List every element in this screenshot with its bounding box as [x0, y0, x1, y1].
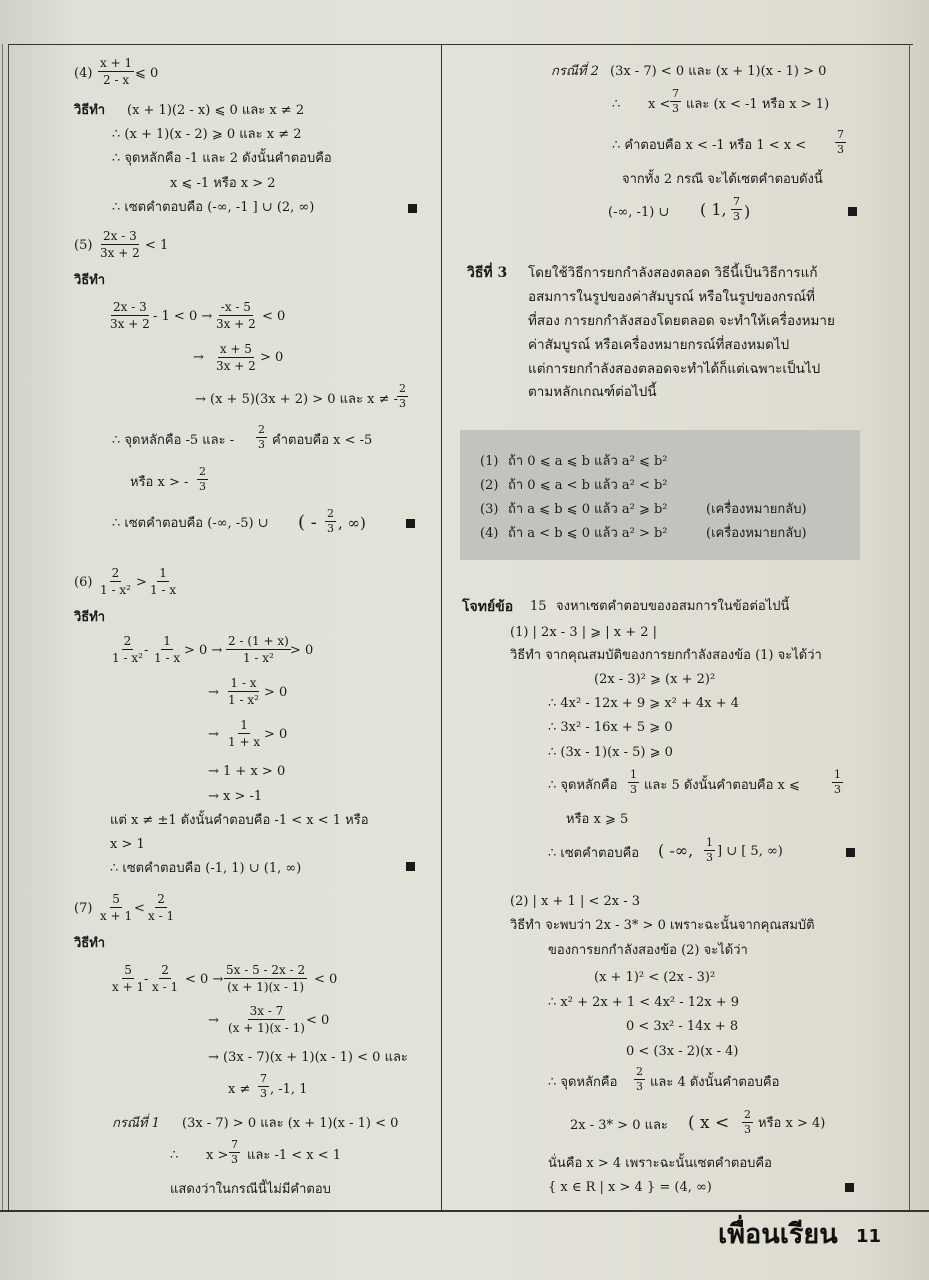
q1-solution-intro: วิธีทำ จากคุณสมบัติของการยกกำลังสองข้อ (1) จะได้ว่า: [510, 648, 822, 663]
p7-frac-a: $\frac{5}{x + 1}$: [112, 963, 145, 994]
p7-frac-b: $\frac{2}{x - 1}$: [152, 963, 179, 994]
p7-frac-e: $\frac{7}{3}$: [260, 1072, 267, 1100]
case-2-text: (3x - 7) < 0 และ (x + 1)(x - 1) > 0: [610, 64, 827, 79]
problem-6-rhs: $\frac{1}{1 - x}$: [150, 566, 177, 597]
case-2-frac-b: $\frac{7}{3}$: [837, 128, 844, 156]
bottom-border: [0, 1210, 929, 1212]
p5-answer: ∴ เซตคำตอบคือ (-∞, -5) ∪: [112, 516, 269, 531]
p7-minus: -: [144, 972, 149, 987]
p5-answer-paren: ( -: [298, 512, 317, 533]
rule-4-note: (เครื่องหมายกลับ): [706, 526, 807, 541]
therefore: ∴: [170, 1148, 179, 1163]
method-3-line-2: อสมการในรูปของค่าสัมบูรณ์ หรือในรูปของกรณ์ที่: [528, 289, 815, 305]
p7-step-5: x >: [206, 1148, 229, 1163]
q2-step-6b: หรือ x > 4): [758, 1116, 826, 1131]
arrow: →: [208, 727, 219, 742]
p4-step-1: (x + 1)(2 - x) ⩽ 0 และ x ≠ 2: [127, 103, 305, 118]
rule-1-text: ถ้า 0 ⩽ a ⩽ b แล้ว a² ⩽ b²: [508, 454, 668, 469]
case-1-text: (3x - 7) > 0 และ (x + 1)(x - 1) < 0: [182, 1116, 399, 1131]
p7-step-4b: , -1, 1: [270, 1082, 308, 1097]
case-2-step-1: x <: [648, 97, 671, 112]
problem-6-rel: >: [136, 575, 147, 590]
p6-frac-e: $\frac{1}{1 + x}$: [228, 718, 261, 749]
q2-step-5b: และ 4 ดังนั้นคำตอบคือ: [650, 1075, 780, 1090]
p6-frac-c: $\frac{2 - (1 + x)}{\text{1 - x²}}$: [228, 634, 289, 665]
top-border: [8, 44, 913, 45]
solution-label: วิธีทำ: [74, 936, 106, 951]
p6-step-3-rel: > 0: [264, 727, 288, 742]
case-2-step-1b: และ (x < -1 หรือ x > 1): [686, 97, 830, 112]
p5-step-5: หรือ x > -: [130, 475, 189, 490]
problem-4-relation: ⩽ 0: [135, 66, 159, 81]
p6-step-5: → x > -1: [208, 789, 263, 804]
q1-step-6: หรือ x ⩾ 5: [566, 812, 629, 827]
q1-answer: ∴ เซตคำตอบคือ: [548, 846, 640, 861]
rule-3-note: (เครื่องหมายกลับ): [706, 502, 807, 517]
arrow: →: [193, 350, 204, 365]
q1-step-5: ∴ จุดหลักคือ: [548, 778, 618, 793]
final-set-paren: ( 1,: [700, 200, 727, 219]
problem-7-label: (7): [74, 901, 93, 916]
rule-1-number: (1): [480, 454, 499, 469]
p7-step-3: → (3x - 7)(x + 1)(x - 1) < 0 และ: [208, 1050, 408, 1065]
p7-no-answer: แสดงว่าในกรณีนี้ไม่มีคำตอบ: [170, 1182, 331, 1197]
q2-step-1: (x + 1)² < (2x - 3)²: [594, 970, 716, 985]
solution-label: วิธีทำ: [74, 273, 106, 288]
problem-5-relation: < 1: [145, 238, 169, 253]
q1-step-1: (2x - 3)² ⩾ (x + 2)²: [594, 672, 716, 687]
p7-frac-c: $\frac{5x - 5 - 2x - 2}{(x + 1)(x - 1)}$: [226, 963, 306, 994]
q1-step-3: ∴ 3x² - 16x + 5 ⩾ 0: [548, 720, 673, 735]
p7-step-2-rel: < 0: [306, 1013, 330, 1028]
q2-step-2: ∴ x² + 2x + 1 < 4x² - 12x + 9: [548, 995, 740, 1010]
problem-6-label: (6): [74, 575, 93, 590]
rule-2-number: (2): [480, 478, 499, 493]
therefore: ∴: [612, 97, 621, 112]
problem-5-label: (5): [74, 238, 93, 253]
exercise-label: โจทย์ข้อ: [462, 599, 514, 615]
solution-label: วิธีทำ: [74, 610, 106, 625]
p5-step-3: → (x + 5)(3x + 2) > 0 และ x ≠ -: [195, 392, 399, 407]
q2-frac-a: $\frac{2}{3}$: [636, 1065, 643, 1093]
p5-answer-end: , ∞): [338, 514, 366, 532]
p5-step-1: - 1 < 0 →: [153, 309, 213, 324]
p4-step-4: x ⩽ -1 หรือ x > 2: [170, 176, 276, 191]
q1-answer-paren: ( -∞,: [658, 841, 694, 860]
q2-step-6-paren: ( x <: [688, 1113, 730, 1133]
arrow: →: [208, 685, 219, 700]
p6-step-1-rel: > 0: [290, 643, 314, 658]
method-3-line-3: ที่สอง การยกกำลังสองโดยตลอด จะทำให้เครื่องหมาย: [528, 313, 835, 329]
p5-frac-e: $\frac{2}{3}$: [258, 423, 265, 451]
method-3-line-4: ค่าสัมบูรณ์ หรือเครื่องหมายกรณ์ที่สองหมดไป: [528, 337, 790, 353]
q2-step-6: 2x - 3* > 0 และ: [570, 1118, 668, 1133]
p5-frac-g: $\frac{2}{3}$: [327, 507, 334, 535]
p6-frac-b: $\frac{1}{1 - x}$: [154, 634, 181, 665]
p5-frac-f: $\frac{2}{3}$: [199, 465, 206, 493]
q2-solution-intro-2: ของการยกกำลังสองข้อ (2) จะได้ว่า: [548, 943, 748, 958]
final-set-frac: $\frac{7}{3}$: [733, 195, 740, 223]
arrow: →: [208, 1013, 219, 1028]
q1-problem: (1) | 2x - 3 | ⩾ | x + 2 |: [510, 625, 658, 640]
problem-6-lhs: $\frac{2}{\text{1 - x²}}$: [100, 566, 131, 597]
q1-answer-end: ] ∪ [ 5, ∞): [717, 844, 783, 859]
q2-answer: { x ∈ R | x > 4 } = (4, ∞): [548, 1180, 712, 1195]
q2-frac-b: $\frac{2}{3}$: [744, 1108, 751, 1136]
method-3-line-6: ตามหลักเกณฑ์ต่อไปนี้: [528, 384, 657, 400]
q1-step-2: ∴ 4x² - 12x + 9 ⩾ x² + 4x + 4: [548, 696, 740, 711]
exercise-number: 15: [530, 599, 547, 614]
problem-4-fraction: $\frac{x + 1}{2 - x}$: [100, 56, 133, 87]
problem-4-label: (4): [74, 66, 93, 81]
p5-step-4b: คำตอบคือ x < -5: [272, 433, 373, 448]
p4-answer: ∴ เซตคำตอบคือ (-∞, -1 ] ∪ (2, ∞): [112, 200, 315, 215]
q1-step-5b: และ 5 ดังนั้นคำตอบคือ x ⩽: [644, 778, 800, 793]
q2-step-5: ∴ จุดหลักคือ: [548, 1075, 618, 1090]
problem-7-lhs: $\frac{5}{x + 1}$: [100, 892, 133, 923]
p6-step-2-rel: > 0: [264, 685, 288, 700]
page-number: 11: [856, 1226, 882, 1247]
p5-frac-a: $\frac{2x - 3}{3x + 2}$: [110, 300, 150, 331]
p7-frac-d: $\frac{3x - 7}{(x + 1)(x - 1)}$: [228, 1004, 305, 1035]
q2-problem: (2) | x + 1 | < 2x - 3: [510, 894, 641, 909]
problem-7-rel: <: [134, 901, 145, 916]
p7-frac-f: $\frac{7}{3}$: [231, 1138, 238, 1166]
method-3-label: วิธีที่ 3: [467, 265, 508, 281]
p5-frac-c: $\frac{x + 5}{3x + 2}$: [216, 342, 256, 373]
p7-step-5b: และ -1 < x < 1: [247, 1148, 342, 1163]
exercise-instruction: จงหาเซตคำตอบของอสมการในข้อต่อไปนี้: [556, 599, 790, 614]
p7-step-1: < 0 →: [185, 972, 224, 987]
case-2-answer: ∴ คำตอบคือ x < -1 หรือ 1 < x <: [612, 138, 807, 153]
q2-step-7: นั่นคือ x > 4 เพราะฉะนั้นเซตคำตอบคือ: [548, 1156, 772, 1171]
final-set-end: ): [744, 202, 751, 221]
p5-step-1-rel: < 0: [262, 309, 286, 324]
p6-step-7: x > 1: [110, 837, 145, 852]
case-1-label: กรณีที่ 1: [112, 1116, 160, 1131]
rule-2-text: ถ้า 0 ⩽ a < b แล้ว a² < b²: [508, 478, 668, 493]
method-3-line-5: แต่การยกกำลังสองตลอดจะทำได้ก็แต่เฉพาะเป็นไป: [528, 361, 821, 377]
end-mark: [406, 519, 415, 528]
p6-minus: -: [144, 643, 149, 658]
end-mark: [848, 207, 857, 216]
q1-frac-c: $\frac{1}{3}$: [706, 836, 713, 864]
q1-frac-b: $\frac{1}{3}$: [834, 768, 841, 796]
p6-frac-a: $\frac{2}{\text{1 - x²}}$: [112, 634, 143, 665]
q2-step-4: 0 < (3x - 2)(x - 4): [626, 1044, 739, 1059]
right-rule: [909, 44, 910, 1210]
rule-3-number: (3): [480, 502, 499, 517]
q1-step-4: ∴ (3x - 1)(x - 5) ⩾ 0: [548, 745, 673, 760]
p6-step-6: แต่ x ≠ ±1 ดังนั้นคำตอบคือ -1 < x < 1 หรือ: [110, 813, 369, 828]
p5-frac-b: $\frac{-x - 5}{3x + 2}$: [216, 300, 256, 331]
rule-3-text: ถ้า a ⩽ b ⩽ 0 แล้ว a² ⩾ b²: [508, 502, 668, 517]
case-2-label: กรณีที่ 2: [551, 64, 599, 79]
p7-step-1-rel: < 0: [314, 972, 338, 987]
column-divider: [441, 44, 442, 1210]
p4-step-2: ∴ (x + 1)(x - 2) ⩾ 0 และ x ≠ 2: [112, 127, 302, 142]
left-rule: [8, 44, 9, 1210]
end-mark: [406, 862, 415, 871]
final-set: (-∞, -1) ∪: [608, 205, 670, 220]
q2-step-3: 0 < 3x² - 14x + 8: [626, 1019, 739, 1034]
p7-step-4: x ≠: [228, 1082, 251, 1097]
p5-step-4: ∴ จุดหลักคือ -5 และ -: [112, 433, 235, 448]
p6-step-1: > 0 →: [184, 643, 223, 658]
p6-answer: ∴ เซตคำตอบคือ (-1, 1) ∪ (1, ∞): [110, 861, 302, 876]
p5-frac-d: $\frac{2}{3}$: [399, 382, 406, 410]
rule-4-text: ถ้า a < b ⩽ 0 แล้ว a² > b²: [508, 526, 668, 541]
p6-frac-d: $\frac{1 - x}{\text{1 - x²}}$: [228, 676, 259, 707]
q1-frac-a: $\frac{1}{3}$: [630, 768, 637, 796]
problem-5-fraction: $\frac{2x - 3}{3x + 2}$: [100, 229, 140, 260]
both-cases: จากทั้ง 2 กรณี จะได้เซตคำตอบดังนี้: [622, 172, 823, 187]
outer-left-rule: [2, 44, 3, 1210]
end-mark: [408, 204, 417, 213]
problem-7-rhs: $\frac{2}{x - 1}$: [148, 892, 175, 923]
case-2-frac-a: $\frac{7}{3}$: [672, 87, 679, 115]
q2-solution-intro: วิธีทำ จะพบว่า 2x - 3* > 0 เพราะฉะนั้นจากคุณสมบัติ: [510, 918, 815, 933]
magazine-brand: เพื่อนเรียน: [718, 1219, 838, 1250]
method-3-line-1: โดยใช้วิธีการยกกำลังสองตลอด วิธีนี้เป็นวิธีการแก้: [528, 265, 818, 281]
p4-step-3: ∴ จุดหลักคือ -1 และ 2 ดังนั้นคำตอบคือ: [112, 151, 332, 166]
end-mark: [845, 1183, 854, 1192]
end-mark: [846, 848, 855, 857]
rule-4-number: (4): [480, 526, 499, 541]
rules-box: [460, 430, 860, 560]
p6-step-4: → 1 + x > 0: [208, 764, 286, 779]
solution-label: วิธีทำ: [74, 103, 106, 118]
p5-step-2-rel: > 0: [260, 350, 284, 365]
